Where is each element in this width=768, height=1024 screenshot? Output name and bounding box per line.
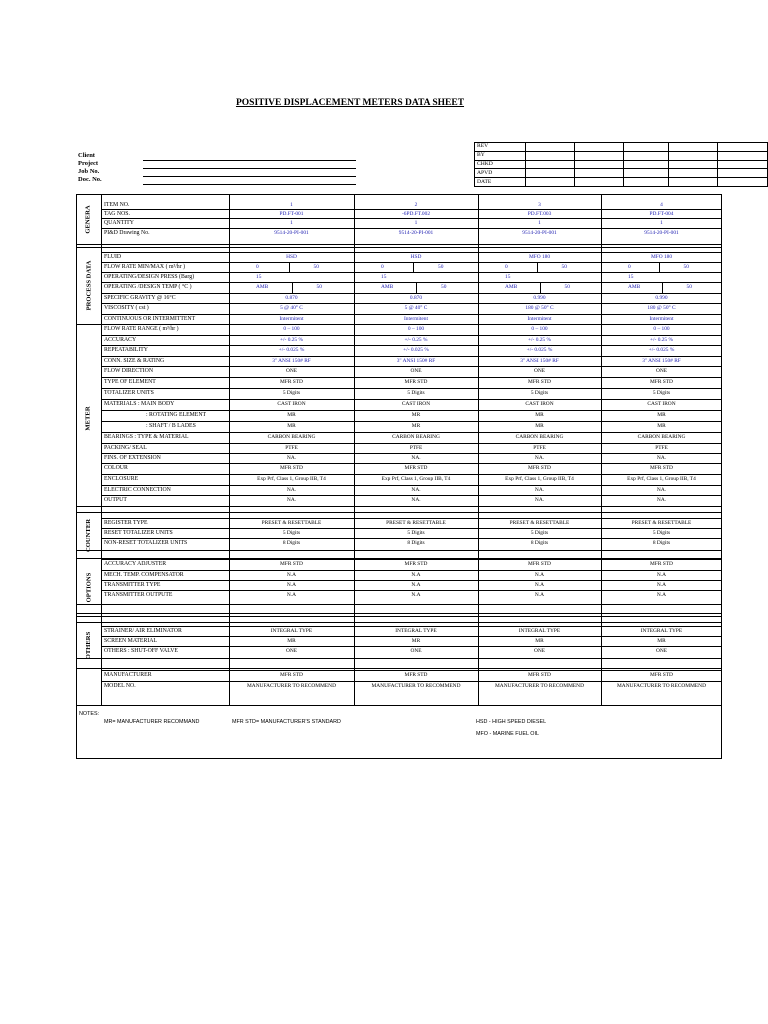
- row-value: +/- 0.025 %: [526, 346, 553, 353]
- row-value: +/- 0.025 %: [403, 346, 429, 353]
- revision-label: CHKD: [475, 160, 526, 169]
- row-value: 3: [538, 201, 541, 208]
- revision-row: [475, 160, 768, 169]
- row-value: 1: [660, 219, 663, 226]
- row-value: 0.990: [533, 294, 546, 301]
- row-value: CAST IRON: [401, 400, 431, 407]
- row-value: 15: [381, 273, 387, 280]
- header-underline: [143, 168, 356, 169]
- revision-cell: [575, 178, 624, 187]
- row-label: FLOW DIRECTION: [104, 367, 154, 374]
- row-value: INTEGRAL TYPE: [640, 627, 683, 634]
- grid-vline: [662, 282, 663, 293]
- row-value: MFR STD: [280, 464, 303, 471]
- row-value: 15: [628, 273, 634, 280]
- row-label: REGISTER TYPE: [104, 519, 148, 526]
- row-value: +/- 0.025 %: [648, 346, 675, 353]
- row-value: 0 – 100: [531, 325, 548, 332]
- row-value: Exp Prf, Class 1, Group IIB, T4: [627, 475, 696, 482]
- row-label: FINS. OF EXTENSION: [104, 454, 161, 461]
- row-label: FLUID: [104, 253, 122, 260]
- note-mfo: MFO - MARINE FUEL OIL: [476, 731, 539, 737]
- row-value: +/- 0.25 %: [528, 336, 551, 343]
- grid-hline: [76, 705, 722, 706]
- row-label: MANUFACTURER: [104, 671, 152, 678]
- pair-max: 50: [316, 283, 322, 290]
- row-value: 9514-20-PI-001: [274, 229, 309, 236]
- row-value: PTFE: [409, 444, 423, 451]
- row-value: CAST IRON: [525, 400, 554, 407]
- row-label: ENCLOSURE: [104, 475, 139, 482]
- row-value: ONE: [533, 367, 546, 374]
- row-label: ACCURACY ADJUSTER: [104, 560, 167, 567]
- grid-vline: [540, 282, 541, 293]
- row-value: 9514-20-PI-001: [522, 229, 557, 236]
- row-label: QUANTITY: [104, 219, 134, 226]
- row-value: MFO 180: [528, 253, 551, 260]
- grid-hline: [76, 668, 722, 669]
- row-value: MFR STD: [280, 560, 303, 567]
- row-label: TRANSMITTER OUTPUTE: [104, 591, 173, 598]
- row-value: 8 Digits: [407, 539, 425, 546]
- row-value: NA.: [286, 486, 297, 493]
- row-value: MR: [657, 422, 666, 429]
- revision-cell: [668, 143, 717, 152]
- row-value: 5 Digits: [530, 389, 549, 396]
- row-value: CARBON BEARING: [637, 433, 686, 440]
- row-label: : ROTATING ELEMENT: [146, 411, 207, 418]
- row-value: MANUFACTURER TO RECOMMEND: [371, 682, 461, 689]
- grid-hline: [76, 616, 722, 617]
- row-value: MR: [657, 411, 666, 418]
- row-value: 0.870: [409, 294, 423, 301]
- row-value: MFR STD: [404, 560, 428, 567]
- row-value: MANUFACTURER TO RECOMMEND: [247, 682, 336, 689]
- row-value: ONE: [410, 367, 422, 374]
- row-value: 0 – 100: [653, 325, 670, 332]
- pair-min: 0: [505, 263, 508, 270]
- row-value: NA.: [656, 454, 667, 461]
- row-value: NA.: [656, 486, 667, 493]
- revision-cell: [623, 143, 668, 152]
- section-meter: METER: [85, 405, 92, 431]
- row-label: OPERATING /DESIGN TEMP ( °C ): [104, 283, 192, 290]
- header-underline: [143, 176, 356, 177]
- row-value: NA.: [286, 454, 297, 461]
- row-value: 180 @ 50° C: [647, 304, 676, 311]
- row-value: Exp Prf, Class 1, Group IIB, T4: [381, 475, 451, 482]
- row-value: ONE: [285, 647, 298, 654]
- row-value: +/- 0.025 %: [278, 346, 305, 353]
- row-value: Intermitent: [649, 315, 674, 322]
- row-value: MFR STD: [404, 671, 428, 678]
- row-value: 180 @ 50° C: [525, 304, 554, 311]
- revision-block: [474, 142, 768, 187]
- header-underline: [143, 184, 356, 185]
- row-value: MR: [287, 637, 296, 644]
- row-value: MR: [535, 411, 544, 418]
- grid-hline: [76, 506, 722, 507]
- revision-cell: [526, 178, 575, 187]
- row-value: MFR STD: [650, 560, 673, 567]
- row-value: 15: [256, 273, 262, 280]
- grid-hline: [76, 550, 722, 551]
- row-value: 3" ANSI 150# RF: [396, 357, 436, 364]
- row-value: 1: [538, 219, 541, 226]
- revision-label: BY: [475, 151, 526, 160]
- pair-min: 0: [256, 263, 259, 270]
- revision-row: [475, 169, 768, 178]
- row-value: INTEGRAL TYPE: [270, 627, 313, 634]
- pair-max: 50: [683, 263, 689, 270]
- revision-label: APVD: [475, 169, 526, 178]
- revision-cell: [575, 169, 624, 178]
- note-hsd: HSD - HIGH SPEED DIESEL: [476, 719, 547, 725]
- row-value: MR: [535, 422, 544, 429]
- grid-hline: [76, 512, 722, 513]
- row-value: CARBON BEARING: [515, 433, 564, 440]
- revision-cell: [623, 178, 668, 187]
- row-value: MR: [411, 637, 421, 644]
- row-label: OPERATING/DESIGN PRESS (Barg): [104, 273, 195, 280]
- row-value: 8 Digits: [652, 539, 671, 546]
- pair-max: 50: [561, 263, 567, 270]
- grid-hline: [76, 613, 722, 614]
- row-label: NON-RESET TOTALIZER UNITS: [104, 539, 188, 546]
- row-value: PTFE: [533, 444, 546, 451]
- revision-cell: [575, 143, 624, 152]
- row-label: TRANSMITTER TYPE: [104, 581, 161, 588]
- revision-label: DATE: [475, 178, 526, 187]
- row-value: PRESET & RESETTABLE: [261, 519, 322, 526]
- row-value: N.A: [534, 571, 545, 578]
- revision-cell: [623, 151, 668, 160]
- row-value: ONE: [533, 647, 546, 654]
- row-value: MFR STD: [404, 464, 428, 471]
- row-value: 3" ANSI 150# RF: [520, 357, 559, 364]
- row-value: ONE: [655, 647, 668, 654]
- note-mfr-std: MFR STD= MANUFACTURER'S STANDARD: [232, 719, 341, 725]
- row-value: +/- 0.25 %: [650, 336, 673, 343]
- revision-cell: [575, 151, 624, 160]
- row-label: CONN. SIZE & RATING: [104, 357, 165, 364]
- pair-min: 0: [628, 263, 631, 270]
- row-value: -6PD.FT.002: [401, 210, 431, 217]
- pair-min: 0: [381, 263, 384, 270]
- notes-heading: NOTES:: [79, 711, 100, 717]
- revision-row: [475, 143, 768, 152]
- row-value: INTEGRAL TYPE: [395, 627, 437, 634]
- row-value: PTFE: [655, 444, 668, 451]
- row-value: N.A: [656, 581, 667, 588]
- row-value: +/- 0.25 %: [404, 336, 428, 343]
- row-value: MANUFACTURER TO RECOMMEND: [617, 682, 706, 689]
- revision-label: REV: [475, 143, 526, 152]
- pair-max: 50: [313, 263, 319, 270]
- row-value: MR: [535, 637, 544, 644]
- row-label: MATERIALS : MAIN BODY: [104, 400, 175, 407]
- row-value: MR: [657, 637, 666, 644]
- row-value: MFR STD: [280, 378, 303, 385]
- row-value: INTEGRAL TYPE: [518, 627, 561, 634]
- pair-max: 50: [686, 283, 692, 290]
- row-value: MFR STD: [650, 671, 673, 678]
- row-value: +/- 0.25 %: [280, 336, 303, 343]
- revision-cell: [623, 169, 668, 178]
- header-label: Project: [78, 160, 99, 167]
- grid-vline: [354, 194, 355, 705]
- row-value: 5 Digits: [407, 529, 425, 536]
- revision-cell: [623, 160, 668, 169]
- row-value: 5 Digits: [652, 529, 671, 536]
- row-value: MR: [287, 422, 296, 429]
- pair-min: AMB: [505, 283, 518, 290]
- revision-cell: [717, 178, 767, 187]
- grid-vline: [101, 194, 102, 705]
- revision-row: [475, 151, 768, 160]
- revision-cell: [717, 143, 767, 152]
- row-value: PD.FT-001: [279, 210, 304, 217]
- row-value: 4: [660, 201, 663, 208]
- row-value: N.A: [534, 591, 545, 598]
- section-others: OTHERS: [85, 631, 93, 659]
- row-value: N.A: [411, 581, 421, 588]
- row-value: PD.FT-004: [649, 210, 674, 217]
- row-label: REPEATABILITY: [104, 346, 148, 353]
- row-value: 3" ANSI 150# RF: [272, 357, 311, 364]
- row-value: 1: [290, 201, 293, 208]
- row-value: NA.: [411, 486, 421, 493]
- row-label: CONTINUOUS OR INTERMITTENT: [104, 315, 196, 322]
- header-underline: [143, 160, 356, 161]
- row-value: N.A: [286, 581, 297, 588]
- row-value: HSD: [286, 253, 297, 260]
- revision-cell: [526, 169, 575, 178]
- pair-min: AMB: [256, 283, 269, 290]
- revision-cell: [668, 151, 717, 160]
- row-label: ITEM NO.: [104, 201, 130, 208]
- row-value: NA.: [411, 454, 421, 461]
- row-label: PACKING/ SEAL: [104, 444, 147, 451]
- row-label: TOTALIZER UNITS: [104, 389, 154, 396]
- row-label: TYPE OF ELEMENT: [104, 378, 156, 385]
- row-value: PRESET & RESETTABLE: [386, 519, 446, 526]
- revision-cell: [717, 169, 767, 178]
- row-label: MODEL NO.: [104, 682, 136, 689]
- row-value: MANUFACTURER TO RECOMMEND: [495, 682, 584, 689]
- row-value: MR: [287, 411, 296, 418]
- row-value: ONE: [410, 647, 422, 654]
- row-value: MFR STD: [528, 671, 551, 678]
- header-label: Client: [78, 152, 95, 159]
- grid-hline: [76, 247, 722, 248]
- grid-vline: [229, 194, 230, 705]
- row-value: 3" ANSI 150# RF: [642, 357, 681, 364]
- row-value: MFR STD: [528, 464, 551, 471]
- row-value: Exp Prf, Class 1, Group IIB, T4: [257, 475, 326, 482]
- row-value: HSD: [410, 253, 422, 260]
- grid-vline: [416, 282, 417, 293]
- row-label: OUTPUT: [104, 496, 127, 503]
- row-value: NA.: [656, 496, 667, 503]
- grid-vline: [413, 262, 414, 272]
- row-value: 0.990: [655, 294, 668, 301]
- revision-cell: [526, 151, 575, 160]
- row-value: 0.870: [285, 294, 298, 301]
- sheet-title: POSITIVE DISPLACEMENT METERS DATA SHEET: [235, 98, 465, 108]
- row-value: MFR STD: [528, 378, 551, 385]
- row-label: : SHAFT / B LADES: [146, 422, 196, 429]
- row-value: PRESET & RESETTABLE: [509, 519, 570, 526]
- row-value: NA.: [534, 496, 545, 503]
- row-value: N.A: [534, 581, 545, 588]
- row-value: 5 Digits: [652, 389, 671, 396]
- header-label: Doc. No.: [78, 176, 102, 183]
- row-value: MFR STD: [528, 560, 551, 567]
- pair-max: 50: [438, 263, 444, 270]
- row-value: 9514-20-PI-001: [398, 229, 434, 236]
- section-process-data: PROCESS DATA: [85, 260, 93, 311]
- row-value: PRESET & RESETTABLE: [631, 519, 692, 526]
- row-label: SPECIFIC GRAVITY @ 16°C: [104, 294, 176, 301]
- row-label: FLOW RATE MIN/MAX ( m³/hr ): [104, 263, 186, 270]
- revision-cell: [717, 160, 767, 169]
- row-label: FLOW RATE RANGE ( m³/hr ): [104, 325, 179, 332]
- row-label: VISCOSITY ( cst ): [104, 304, 149, 311]
- row-value: MFR STD: [280, 671, 303, 678]
- row-label: OTHERS : SHUT-OFF VALVE: [104, 647, 178, 654]
- row-label: TAG NOS.: [104, 210, 130, 217]
- grid-hline: [76, 244, 722, 245]
- row-value: 1: [290, 219, 293, 226]
- row-value: 5 @ 40° C: [404, 304, 428, 311]
- row-label: ELECTRIC CONNECTION: [104, 486, 171, 493]
- row-value: N.A: [656, 571, 667, 578]
- grid-hline: [76, 658, 722, 659]
- row-value: ONE: [655, 367, 668, 374]
- row-value: MFR STD: [650, 464, 673, 471]
- row-value: NA.: [534, 486, 545, 493]
- row-value: N.A: [411, 591, 421, 598]
- revision-cell: [526, 143, 575, 152]
- row-label: ACCURACY: [104, 336, 137, 343]
- grid-vline: [289, 262, 290, 272]
- row-value: 5 Digits: [282, 529, 301, 536]
- row-value: 5 Digits: [530, 529, 549, 536]
- row-value: Intermitent: [527, 315, 552, 322]
- revision-cell: [668, 178, 717, 187]
- grid-vline: [292, 282, 293, 293]
- header-label: Job No.: [78, 168, 100, 175]
- grid-vline: [659, 262, 660, 272]
- row-value: 9514-20-PI-001: [644, 229, 679, 236]
- row-value: NA.: [286, 496, 297, 503]
- row-value: N.A: [286, 571, 297, 578]
- revision-cell: [526, 160, 575, 169]
- row-value: Intermitent: [279, 315, 304, 322]
- row-value: Exp Prf, Class 1, Group IIB, T4: [505, 475, 574, 482]
- row-value: N.A: [286, 591, 297, 598]
- row-value: MR: [411, 411, 421, 418]
- row-value: CARBON BEARING: [392, 433, 440, 440]
- row-value: PTFE: [285, 444, 298, 451]
- row-value: MFR STD: [650, 378, 673, 385]
- row-value: NA.: [534, 454, 545, 461]
- grid-hline: [76, 622, 722, 623]
- row-value: ONE: [285, 367, 298, 374]
- revision-row: [475, 178, 768, 187]
- row-value: CARBON BEARING: [267, 433, 316, 440]
- section-options: OPTIONS: [85, 572, 92, 602]
- row-value: 5 Digits: [282, 389, 301, 396]
- grid-vline: [537, 262, 538, 272]
- pair-max: 50: [441, 283, 447, 290]
- pair-min: AMB: [381, 283, 394, 290]
- note-mr: MR= MANUFACTURER RECOMMAND: [104, 719, 200, 725]
- row-value: 0 – 100: [283, 325, 300, 332]
- section-general: GENERA: [85, 204, 92, 234]
- revision-cell: [668, 160, 717, 169]
- row-value: CAST IRON: [277, 400, 306, 407]
- row-value: 5 @ 40° C: [280, 304, 303, 311]
- row-value: CAST IRON: [647, 400, 676, 407]
- row-value: 5 Digits: [407, 389, 425, 396]
- row-value: MR: [411, 422, 421, 429]
- row-label: COLOUR: [104, 464, 128, 471]
- grid-hline: [76, 604, 722, 605]
- row-label: MECH. TEMP. COMPENSATOR: [104, 571, 184, 578]
- row-value: 0 – 100: [407, 325, 425, 332]
- row-value: 8 Digits: [282, 539, 301, 546]
- row-label: SCREEN MATERIAL: [104, 637, 157, 644]
- row-value: 15: [505, 273, 511, 280]
- row-value: PD.FT.003: [527, 210, 552, 217]
- grid-hline: [76, 194, 722, 195]
- row-value: Intermitent: [404, 315, 428, 322]
- row-value: MFO 180: [650, 253, 673, 260]
- row-value: 2: [414, 201, 418, 208]
- pair-max: 50: [564, 283, 570, 290]
- row-label: BEARINGS : TYPE & MATERIAL: [104, 433, 189, 440]
- row-value: N.A: [656, 591, 667, 598]
- row-value: MFR STD: [404, 378, 428, 385]
- section-counter: COUNTER: [85, 518, 93, 552]
- pair-min: AMB: [628, 283, 641, 290]
- row-value: 1: [414, 219, 418, 226]
- row-value: 8 Digits: [530, 539, 549, 546]
- revision-cell: [575, 160, 624, 169]
- row-label: STRAINER/ AIR ELIMINATOR: [104, 627, 182, 634]
- revision-cell: [668, 169, 717, 178]
- row-value: N.A: [411, 571, 421, 578]
- revision-cell: [717, 151, 767, 160]
- row-value: NA.: [411, 496, 421, 503]
- row-label: RESET TOTALIZER UNITS: [104, 529, 173, 536]
- row-label: PI&D Drawing No.: [104, 229, 150, 236]
